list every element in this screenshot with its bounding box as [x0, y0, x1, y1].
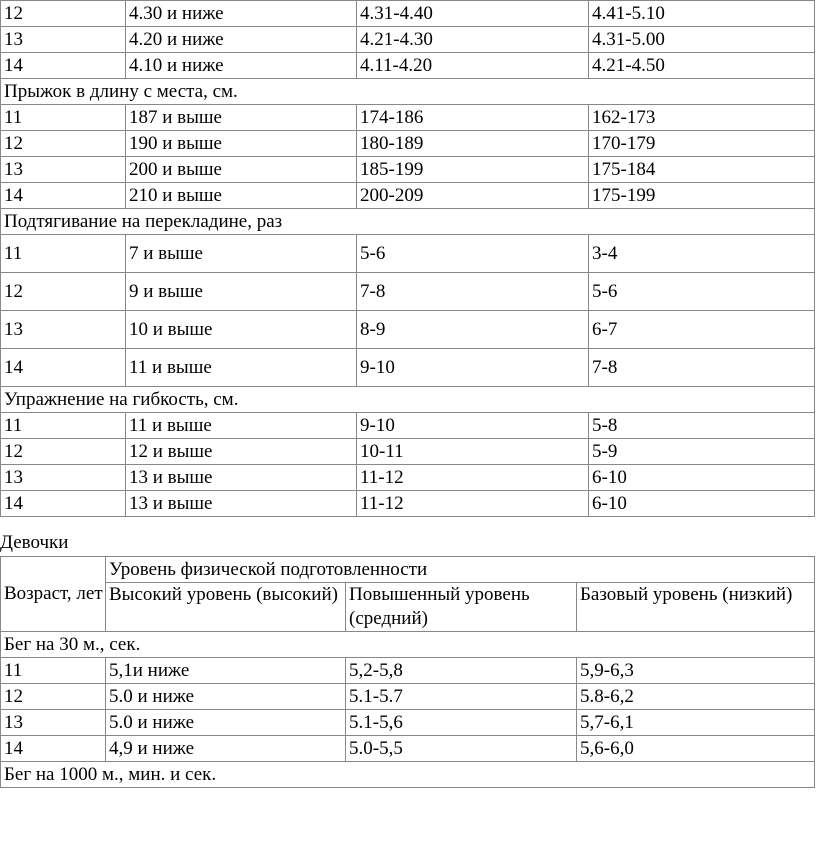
age-cell: 13 — [1, 157, 126, 183]
table-row — [1, 27, 815, 53]
medium-level-cell: 9-10 — [357, 349, 589, 387]
age-cell: 14 — [1, 183, 126, 209]
age-cell: 13 — [1, 311, 126, 349]
medium-level-cell: 7-8 — [357, 273, 589, 311]
table-row — [1, 311, 815, 349]
base-level-cell: 5,6-6,0 — [577, 736, 815, 762]
high-level-cell: 9 и выше — [126, 273, 357, 311]
base-level-cell: 4.21-4.50 — [589, 53, 815, 79]
age-header: Возраст, лет — [1, 557, 106, 632]
high-level-cell: 190 и выше — [126, 131, 357, 157]
age-cell: 11 — [1, 413, 126, 439]
base-level-cell: 6-10 — [589, 465, 815, 491]
high-level-cell: 5.0 и ниже — [106, 684, 346, 710]
base-level-cell: 5,9-6,3 — [577, 658, 815, 684]
medium-level-cell: 5.1-5.7 — [346, 684, 577, 710]
medium-level-cell: 180-189 — [357, 131, 589, 157]
section-title: Бег на 1000 м., мин. и сек. — [1, 762, 815, 788]
high-level-cell: 5,1и ниже — [106, 658, 346, 684]
section-row-run1000 — [1, 762, 815, 788]
age-cell: 12 — [1, 684, 106, 710]
age-cell: 11 — [1, 658, 106, 684]
base-level-cell: 6-7 — [589, 311, 815, 349]
level-header: Уровень физической подготовленности — [106, 557, 815, 583]
base-level-cell: 4.41-5.10 — [589, 1, 815, 27]
high-level-cell: 4,9 и ниже — [106, 736, 346, 762]
section-row-long-jump — [1, 79, 815, 105]
high-level-cell: 11 и выше — [126, 349, 357, 387]
base-level-cell: 175-199 — [589, 183, 815, 209]
base-level-cell: 175-184 — [589, 157, 815, 183]
header-row — [1, 557, 815, 583]
age-cell: 14 — [1, 491, 126, 517]
girls-heading: Девочки — [0, 532, 69, 553]
table-row — [1, 1, 815, 27]
medium-level-cell: 4.11-4.20 — [357, 53, 589, 79]
section-title: Прыжок в длину с места, см. — [1, 79, 815, 105]
table-row — [1, 736, 815, 762]
high-level-cell: 4.30 и ниже — [126, 1, 357, 27]
base-level-header: Базовый уровень (низкий) — [577, 583, 815, 632]
age-cell: 11 — [1, 105, 126, 131]
base-level-cell: 170-179 — [589, 131, 815, 157]
table-row — [1, 235, 815, 273]
medium-level-cell: 9-10 — [357, 413, 589, 439]
base-level-cell: 5-8 — [589, 413, 815, 439]
high-level-cell: 11 и выше — [126, 413, 357, 439]
base-level-cell: 5,7-6,1 — [577, 710, 815, 736]
high-level-cell: 210 и выше — [126, 183, 357, 209]
age-cell: 12 — [1, 439, 126, 465]
age-cell: 14 — [1, 736, 106, 762]
high-level-cell: 10 и выше — [126, 311, 357, 349]
table-row — [1, 658, 815, 684]
table-row — [1, 131, 815, 157]
high-level-cell: 13 и выше — [126, 491, 357, 517]
table-row — [1, 413, 815, 439]
medium-level-cell: 185-199 — [357, 157, 589, 183]
base-level-cell: 162-173 — [589, 105, 815, 131]
age-cell: 13 — [1, 465, 126, 491]
high-level-cell: 5.0 и ниже — [106, 710, 346, 736]
base-level-cell: 5.8-6,2 — [577, 684, 815, 710]
age-cell: 12 — [1, 131, 126, 157]
medium-level-cell: 10-11 — [357, 439, 589, 465]
girls-norms-table — [0, 556, 815, 788]
high-level-header: Высокий уровень (высокий) — [106, 583, 346, 632]
table-row — [1, 53, 815, 79]
header-subrow — [1, 583, 815, 632]
medium-level-cell: 11-12 — [357, 491, 589, 517]
section-row-run30 — [1, 632, 815, 658]
table-row — [1, 439, 815, 465]
medium-level-cell: 5.1-5,6 — [346, 710, 577, 736]
age-cell: 14 — [1, 349, 126, 387]
base-level-cell: 6-10 — [589, 491, 815, 517]
age-cell: 12 — [1, 273, 126, 311]
age-cell: 12 — [1, 1, 126, 27]
medium-level-cell: 11-12 — [357, 465, 589, 491]
table-row — [1, 465, 815, 491]
table-row — [1, 157, 815, 183]
table-row — [1, 273, 815, 311]
section-title: Подтягивание на перекладине, раз — [1, 209, 815, 235]
base-level-cell: 3-4 — [589, 235, 815, 273]
section-row-flexibility — [1, 387, 815, 413]
age-cell: 13 — [1, 27, 126, 53]
base-level-cell: 5-6 — [589, 273, 815, 311]
medium-level-cell: 5.0-5,5 — [346, 736, 577, 762]
medium-level-cell: 5-6 — [357, 235, 589, 273]
high-level-cell: 4.10 и ниже — [126, 53, 357, 79]
table-row — [1, 710, 815, 736]
high-level-cell: 13 и выше — [126, 465, 357, 491]
age-cell: 11 — [1, 235, 126, 273]
table-row — [1, 183, 815, 209]
medium-level-cell: 4.21-4.30 — [357, 27, 589, 53]
base-level-cell: 7-8 — [589, 349, 815, 387]
table-row — [1, 105, 815, 131]
high-level-cell: 200 и выше — [126, 157, 357, 183]
medium-level-cell: 200-209 — [357, 183, 589, 209]
base-level-cell: 4.31-5.00 — [589, 27, 815, 53]
medium-level-header: Повышенный уровень (средний) — [346, 583, 577, 632]
base-level-cell: 5-9 — [589, 439, 815, 465]
table-row — [1, 684, 815, 710]
high-level-cell: 187 и выше — [126, 105, 357, 131]
age-cell: 14 — [1, 53, 126, 79]
table-row — [1, 349, 815, 387]
table-row — [1, 491, 815, 517]
section-title: Бег на 30 м., сек. — [1, 632, 815, 658]
section-row-pullups — [1, 209, 815, 235]
age-cell: 13 — [1, 710, 106, 736]
medium-level-cell: 4.31-4.40 — [357, 1, 589, 27]
high-level-cell: 7 и выше — [126, 235, 357, 273]
medium-level-cell: 8-9 — [357, 311, 589, 349]
medium-level-cell: 174-186 — [357, 105, 589, 131]
medium-level-cell: 5,2-5,8 — [346, 658, 577, 684]
high-level-cell: 12 и выше — [126, 439, 357, 465]
section-title: Упражнение на гибкость, см. — [1, 387, 815, 413]
high-level-cell: 4.20 и ниже — [126, 27, 357, 53]
